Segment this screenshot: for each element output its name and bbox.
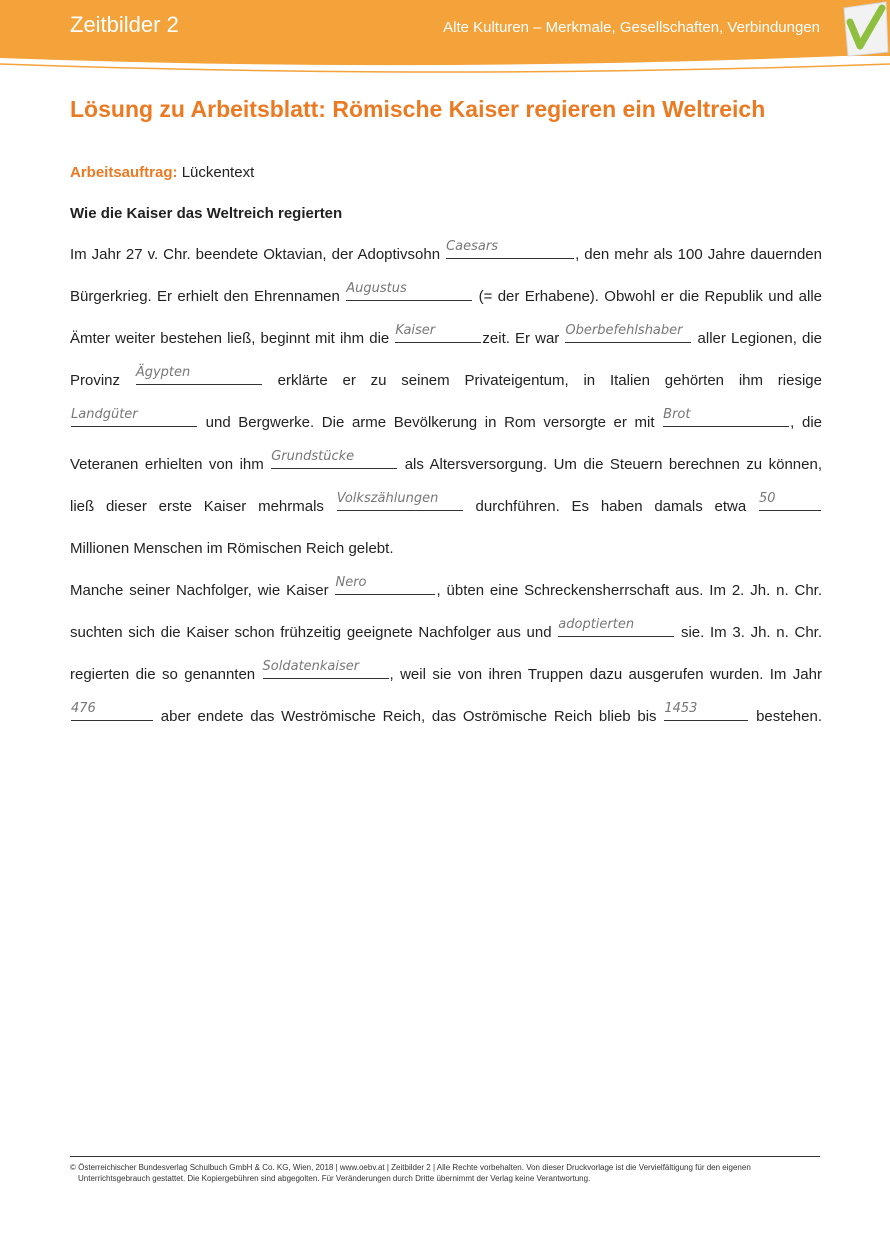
text-segment: , weil sie von ihren Truppen dazu ausgerufen wurden. Im Jahr	[389, 666, 822, 683]
answer-aegypten: Ägypten	[135, 365, 191, 380]
text-segment: zeit. Er war	[482, 330, 560, 347]
text-segment: und Bergwerke. Die arme Bevölkerung in Rom versorgte er mit	[205, 414, 655, 431]
answer-volkszaehlungen: Volkszählungen	[336, 491, 439, 506]
answer-nero: Nero	[335, 575, 367, 590]
checkmark-logo-icon	[834, 0, 890, 60]
text-segment: (= der Erhabene). Obwohl er die Republik und alle Ämter weiter bestehen ließ, beginnt mit ihm die	[70, 288, 822, 347]
answer-kaiser: Kaiser	[395, 323, 436, 338]
section-heading: Wie die Kaiser das Weltreich regierten	[70, 205, 343, 222]
footer-line-2: Unterrichtsgebrauch gestattet. Die Kopiergebühren sind abgegolten. Für Veränderungen durch Dritte übernimmt der Verlag keine Verantwortung.	[78, 1174, 591, 1183]
answer-gap	[663, 407, 789, 427]
assignment-line	[70, 164, 254, 181]
text-segment: , die Veteranen erhielten von ihm	[70, 414, 822, 473]
cloze-text	[70, 234, 822, 738]
page-title: Lösung zu Arbeitsblatt: Römische Kaiser regieren ein Weltreich	[70, 96, 766, 122]
series-title: Zeitbilder 2	[70, 12, 179, 37]
answer-augustus: Augustus	[346, 281, 407, 296]
answer-oberbefehlshaber: Oberbefehlshaber	[565, 323, 683, 338]
answer-gap	[565, 323, 691, 343]
assignment-value: Lückentext	[181, 164, 255, 181]
answer-gap	[346, 281, 472, 301]
footer-line-1: © Österreichischer Bundesverlag Schulbuch GmbH & Co. KG, Wien, 2018 | www.oebv.at | Zeitbilder 2 | Alle Rechte vorbehalten. Von dieser Druckvorlage ist die Vervielfältigung für den eigenen	[70, 1163, 751, 1172]
answer-gap	[262, 659, 389, 679]
answer-476: 476	[71, 701, 96, 716]
answer-gap	[71, 701, 153, 721]
answer-caesars: Caesars	[446, 239, 498, 254]
text-segment: als Altersversorgung. Um die Steuern berechnen zu können, ließ dieser erste Kaiser mehrmals	[70, 456, 822, 515]
text-segment: erklärte er zu seinem Privateigentum, in Italien gehörten ihm riesige	[277, 372, 822, 389]
header-wave-decoration	[0, 44, 890, 74]
answer-gap	[135, 365, 262, 385]
answer-gap	[758, 491, 821, 511]
answer-adoptierten: adoptierten	[558, 617, 635, 632]
footer-divider	[70, 1156, 820, 1157]
text-segment: durchführen. Es haben damals etwa	[475, 498, 747, 515]
answer-fifty: 50	[758, 491, 776, 506]
text-segment: bestehen.	[756, 708, 822, 725]
answer-landgueter: Landgüter	[71, 407, 138, 422]
cloze-paragraph-1-end	[70, 528, 822, 570]
header-subtitle: Alte Kulturen – Merkmale, Gesellschaften, Verbindungen	[443, 19, 820, 36]
answer-gap	[335, 575, 435, 595]
cloze-paragraph-2	[70, 570, 822, 738]
text-segment: Millionen Menschen im Römischen Reich gelebt.	[70, 540, 394, 557]
answer-gap	[395, 323, 481, 343]
cloze-paragraph-1	[70, 234, 822, 528]
text-segment: , den mehr als 100 Jahre dauernden Bürgerkrieg. Er erhielt den Ehrennamen	[70, 246, 822, 305]
answer-1453: 1453	[664, 701, 698, 716]
text-segment: aber endete das Weströmische Reich, das Oströmische Reich blieb bis	[160, 708, 657, 725]
copyright-footer	[70, 1162, 822, 1184]
answer-gap	[446, 239, 574, 259]
answer-gap	[71, 407, 197, 427]
answer-gap	[336, 491, 463, 511]
answer-gap	[558, 617, 674, 637]
text-segment: Im Jahr 27 v. Chr. beendete Oktavian, der Adoptivsohn	[70, 246, 441, 263]
answer-gap	[271, 449, 397, 469]
text-segment: sie. Im 3. Jh. n. Chr. regierten die so genannten	[70, 624, 822, 683]
text-segment: aller Legionen, die Provinz	[70, 330, 823, 389]
text-segment: , übten eine Schreckensherrschaft aus. Im 2. Jh. n. Chr. suchten sich die Kaiser schon frühzeitig geeignete Nachfolger aus und	[70, 582, 822, 641]
text-segment: Manche seiner Nachfolger, wie Kaiser	[70, 582, 329, 599]
answer-soldatenkaiser: Soldatenkaiser	[262, 659, 360, 674]
assignment-label: Arbeitsauftrag:	[70, 164, 178, 181]
answer-grundstuecke: Grundstücke	[271, 449, 355, 464]
answer-gap	[664, 701, 748, 721]
answer-brot: Brot	[663, 407, 691, 422]
